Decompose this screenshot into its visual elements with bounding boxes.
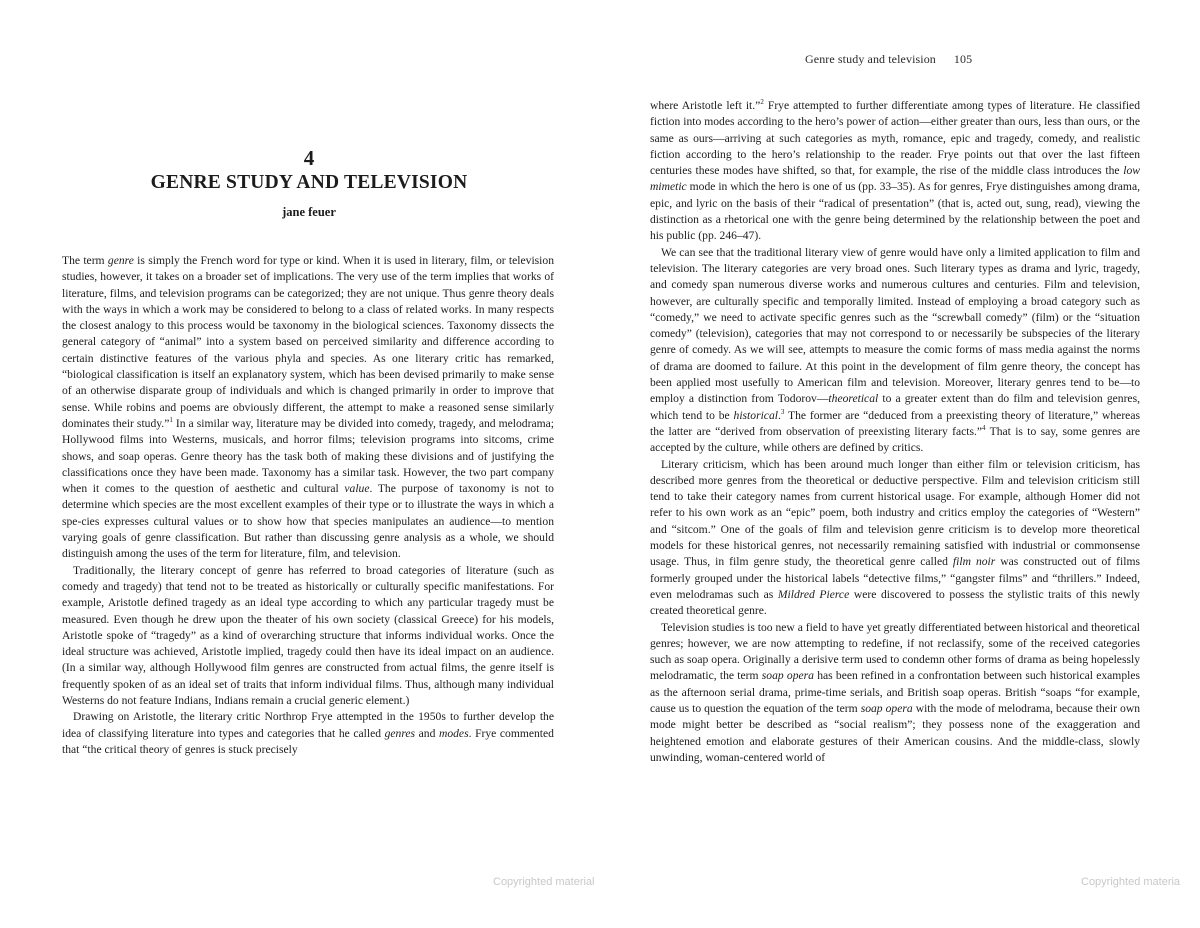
page-number: 105	[953, 52, 973, 66]
paragraph: Television studies is too new a field to have yet greatly differentiated between historical and theoretical genres; however, we are now attempting to redefine, if not reclassify, some of the received categories such as soap opera. Originally a derisive term used to condemn other forms of drama as being hopelessly melodramatic, the term soap opera has been refined in a confrontation between such historical examples as the afternoon serial drama, prime-time serials, and British soap operas. British “soaps “for example, cause us to question the equation of the term soap opera with the mode of melodrama, because their own mode might better be described as “social realism”; they possess none of the exaggeration and heightened emotion and elaborate gestures of their American cousins. And the middle-class, slowly unwinding, woman-centered world of	[650, 620, 1140, 764]
right-page	[600, 0, 1200, 928]
chapter-title: GENRE STUDY AND TELEVISION	[150, 172, 468, 193]
right-body-text	[650, 98, 1140, 766]
paragraph: Literary criticism, which has been around much longer than either film or television criticism, has described more genres from the theoretical or deductive perspective. Film and television criticism still tend to take their category names from current historical usage. For example, although Homer did not refer to his own work as an “epic” poem, both industry and critics employ the categories of “Western” and “sitcom.” One of the goals of film and television genre criticism is to develop more theoretical models for these historical genres, not necessarily remaining satisfied with industrial or commonsense usage. Thus, in film genre study, the theoretical genre called film noir was constructed out of films formerly grouped under the historical labels “detective films,” “gangster films” and “thrillers.” Indeed, even melodramas such as Mildred Pierce were discovered to possess the stylistic traits of this newly created theoretical genre.	[650, 457, 1140, 618]
footnote-ref: 4	[982, 424, 986, 433]
footnote-ref: 3	[780, 407, 785, 416]
footnote-ref: 1	[169, 416, 173, 425]
paragraph: We can see that the traditional literary view of genre would have only a limited application to film and television. The literary categories are very broad ones. Such literary types as drama and lyric, tragedy, and comedy span numerous diverse works and numerous cultures and centuries. Film and television, however, are culturally specific and temporally limited. Instead of employing a broad category such as “comedy,” we need to activate specific genres such as the “screwball comedy” (film) or the “situation comedy” (television), categories that may not correspond to or necessarily be subspecies of the literary genre of comedy. As we will see, attempts to measure the comic forms of mass media against the norms of drama are doomed to failure. At this point in the development of film genre theory, the concept has been applied most usefully to American film and television. Moreover, literary genres tend to be—to employ a distinction from Todorov—theoretical to a greater extent than do film and television genres, which tend to be historical.$^3$ The former are “deduced from a preexisting theory of literature,” whereas the latter are “derived from observation of preexisting literary facts.”$^4$ That is to say, some genres are accepted by the culture, while others are defined by critics.	[650, 245, 1140, 455]
paragraph: Drawing on Aristotle, the literary critic Northrop Frye attempted in the 1950s to further develop the idea of classifying literature into types and categories that he called genres and modes. Frye commented that “the critical theory of genres is stuck precisely	[62, 710, 554, 756]
paragraph: Traditionally, the literary concept of genre has referred to broad categories of literature (such as comedy and tragedy) that tend not to be treated as historically or culturally specific manifestations. For example, Aristotle defined tragedy as an ideal type according to which any particular tragedy must be measured. Even though he drew upon the theater of his own society (classical Greece) for his models, Aristotle spoke of “tragedy” as a kind of overarching structure that informs individual works. Once the ideal structure was achieved, Aristotle implied, tragedy could then have its ideal impact on an audience. (In a similar way, although Hollywood film genres are constructed from actual films, the genre itself is frequently spoken of as an ideal set of traits that inform individual films. Thus, although many individual Westerns do not feature Indians, Indians remain a crucial generic element.)	[62, 563, 554, 708]
chapter-author: jane feuer	[282, 205, 336, 219]
footnote-ref: 2	[760, 98, 764, 107]
left-body-text	[62, 253, 554, 758]
running-head-title: Genre study and television	[805, 52, 936, 66]
copyright-watermark: Copyrighted materia	[1081, 876, 1181, 888]
copyright-watermark: Copyrighted material	[493, 876, 595, 888]
chapter-number: 4	[303, 146, 315, 170]
paragraph: where Aristotle left it.”$^2$ Frye attempted to further differentiate among types of literature. He classified fiction into modes according to the hero’s power of action—either greater than ours, less than ours, or the same as ours—arriving at such categories as myth, romance, epic and tragedy, comedy, and realistic fiction according to the hero’s relationship to the reader. Frye points out that over the last fifteen centuries these modes have shifted, so that, for example, the rise of the middle class introduces the low mimetic mode in which the hero is one of us (pp. 33–35). As for genres, Frye distinguishes among drama, epic, and lyric on the basis of their “radical of presentation” (that is, acted out, sung, read), viewing the distinction as a rhetorical one with the genre being determined by the relationship between the poet and his public (pp. 246–47).	[650, 98, 1140, 243]
running-head	[805, 52, 972, 67]
paragraph: The term genre is simply the French word for type or kind. When it is used in literary, film, or television studies, however, it takes on a broader set of implications. The very use of the term implies that works of literature, films, and television programs can be categorized; they are not unique. Thus genre theory deals with the ways in which a work may be considered to belong to a class of related works. In many respects the closest analogy to this process would be taxonomy in the biological sciences. Taxonomy dissects the general category of “animal” into a system based on perceived similarity and difference according to certain distinctive features of the various phyla and species. As one literary critic has remarked, “biological classification is itself an explanatory system, which has been devised primarily to make sense of an otherwise disparate group of individuals and which is changed primarily in order to improve that sense. While robins and poems are obviously different, the attempt to make a reasoned sense similarly dominates their study.”$^1$ In a similar way, literature may be divided into comedy, tragedy, and melodrama; Hollywood films into Westerns, musicals, and horror films; television programs into sitcoms, crime shows, and soap operas. Genre theory has the task both of making these divisions and of justifying the classifications once they have been made. Taxonomy has a similar task. However, the two part company when it comes to the question of aesthetic and cultural value. The purpose of taxonomy is not to determine which species are the most excellent examples of their type or to illustrate the ways in which a spe-cies expresses cultural values or to show how that species manipulates an audience—to mention varying goals of genre classification. But rather than discussing genre analysis as a whole, we should distinguish among the uses of the term for literature, film, and television.	[62, 254, 554, 561]
